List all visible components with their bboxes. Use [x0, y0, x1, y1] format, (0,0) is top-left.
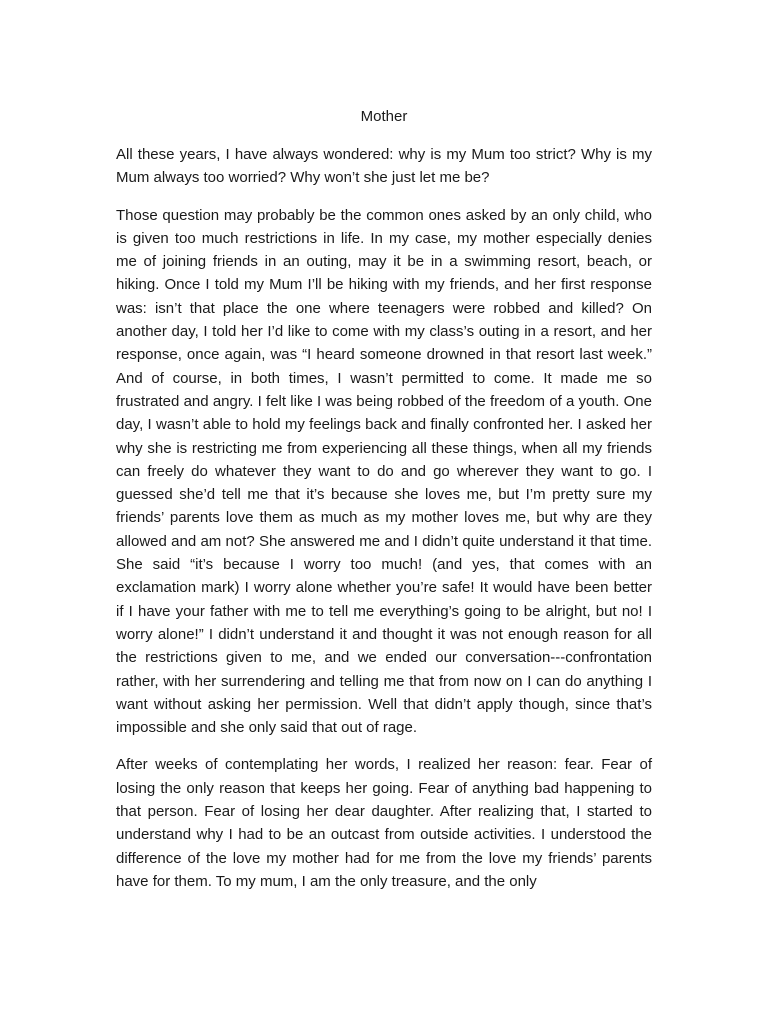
paragraph: After weeks of contemplating her words, I realized her reason: fear. Fear of losing the only reason that keeps her going. Fear of anything bad happening to that person. Fear of losing her dear daughter. After realizing that, I started to understand why I had to be an outcast from outside activities. I understood the difference of the love my mother had for me from the love my friends’ parents have for them. To my mum, I am the only treasure, and the only	[116, 756, 652, 890]
paragraph: All these years, I have always wondered: why is my Mum too strict? Why is my Mum always too worried? Why won’t she just let me be?	[116, 146, 652, 187]
document-body	[116, 143, 652, 907]
document-title: Mother	[360, 108, 408, 125]
paragraph: Those question may probably be the common ones asked by an only child, who is given too much restrictions in life. In my case, my mother especially denies me of joining friends in an outing, may it be in a swimming resort, beach, or hiking. Once I told my Mum I’ll be hiking with my friends, and her first response was: isn’t that place the one where teenagers were robbed and killed? On another day, I told her I’d like to come with my class’s outing in a resort, and her response, once again, was “I heard someone drowned in that resort last week.” And of course, in both times, I wasn’t permitted to come. It made me so frustrated and angry. I felt like I was being robbed of the freedom of a youth. One day, I wasn’t able to hold my feelings back and finally confronted her. I asked her why she is restricting me from experiencing all these things, when all my friends can freely do whatever they want to do and go wherever they want to go. I guessed she’d tell me that it’s because she loves me, but I’m pretty sure my friends’ parents love them as much as my mother loves me, but why are they allowed and am not? She answered me and I didn’t quite understand it that time. She said “it’s because I worry too much! (and yes, that comes with an exclamation mark) I worry alone whether you’re safe! It would have been better if I have your father with me to tell me everything’s going to be alright, but no! I worry alone!” I didn’t understand it and thought it was not enough reason for all the restrictions given to me, and we ended our conversation---confrontation rather, with her surrendering and telling me that from now on I can do anything I want without asking her permission. Well that didn’t apply though, since that’s impossible and she only said that out of rage.	[116, 206, 652, 737]
